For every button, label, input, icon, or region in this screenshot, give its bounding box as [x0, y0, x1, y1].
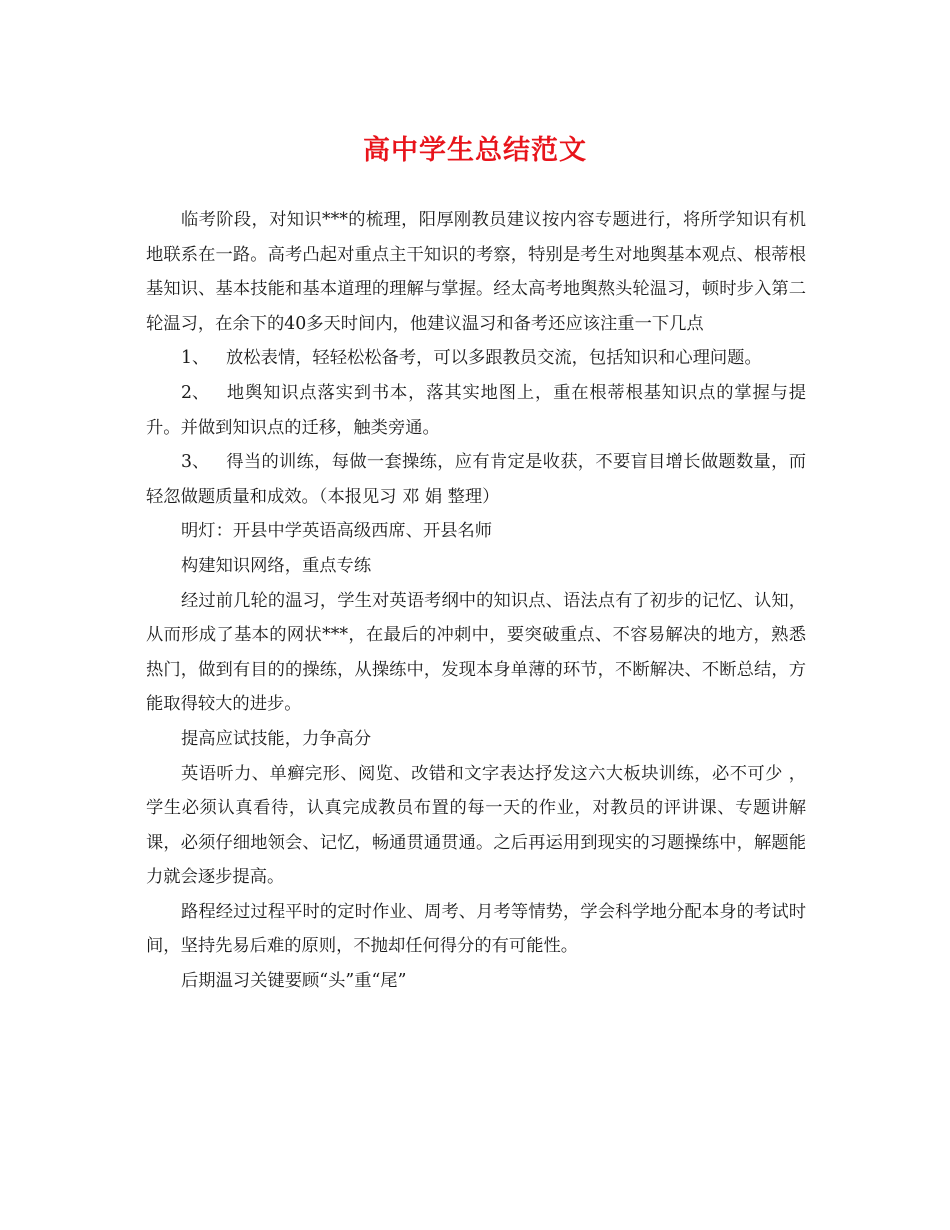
- intro-paragraph: 临考阶段，对知识***的梳理，阳厚刚教员建议按内容专题进行，将所学知识有机地联系在一路。高考凸起对重点主干知识的考察，特别是考生对地舆基本观点、根蒂根基知识、基本技能和基本道理的理解与掌握。经太高考地舆熬头轮温习，顿时步入第二轮温习，在余下的40多天时间内，他建议温习和备考还应该注重一下几点: [146, 210, 806, 334]
- list-item-text: 放松表情，轻轻松松备考，可以多跟教员交流，包括知识和心理问题。: [226, 348, 762, 369]
- body-paragraph: 英语听力、单癣完形、阅览、改错和文字表达抒发这六大板块训练，必不可少 ，学生必须认真看待，认真完成教员布置的每一天的作业，对教员的评讲课、专题讲解课，必须仔细地领会、记忆，畅通贯通贯通。之后再运用到现实的习题操练中，解题能力就会逐步提高。: [146, 763, 806, 888]
- list-item-number: 2、: [181, 382, 210, 403]
- list-item: [146, 376, 806, 445]
- body-paragraph: 路程经过过程平时的定时作业、周考、月考等情势，学会科学地分配本身的考试时间，坚持先易后难的原则，不抛却任何得分的有可能性。: [146, 901, 806, 957]
- document-body: [146, 203, 806, 999]
- list-item-text: 地舆知识点落实到书本，落其实地图上，重在根蒂根基知识点的掌握与提升。并做到知识点的迁移，触类旁通。: [146, 382, 806, 438]
- list-item: [146, 445, 806, 514]
- section-heading: 提高应试技能，力争高分: [181, 728, 372, 749]
- document-title: 高中学生总结范文: [363, 135, 587, 166]
- body-paragraph: 经过前几轮的温习，学生对英语考纲中的知识点、语法点有了初步的记忆、认知，从而形成了基本的网状***，在最后的冲刺中，要突破重点、不容易解决的地方，熟悉热门，做到有目的的操练，从操练中，发现本身单薄的环节，不断解决、不断总结，方能取得较大的进步。: [146, 590, 806, 715]
- list-item-text: 得当的训练，每做一套操练，应有肯定是收获，不要盲目增长做题数量，而轻忽做题质量和成效。（本报见习 邓 娟 整理）: [146, 452, 806, 507]
- section-heading: 构建知识网络，重点专练: [181, 555, 372, 576]
- list-item-number: 1、: [181, 348, 210, 369]
- section-heading: 后期温习关键要顾“头”重“尾”: [181, 971, 407, 992]
- author-line: 明灯：开县中学英语高级西席、开县名师: [181, 521, 493, 542]
- list-item: [146, 341, 806, 376]
- list-item-number: 3、: [181, 452, 210, 473]
